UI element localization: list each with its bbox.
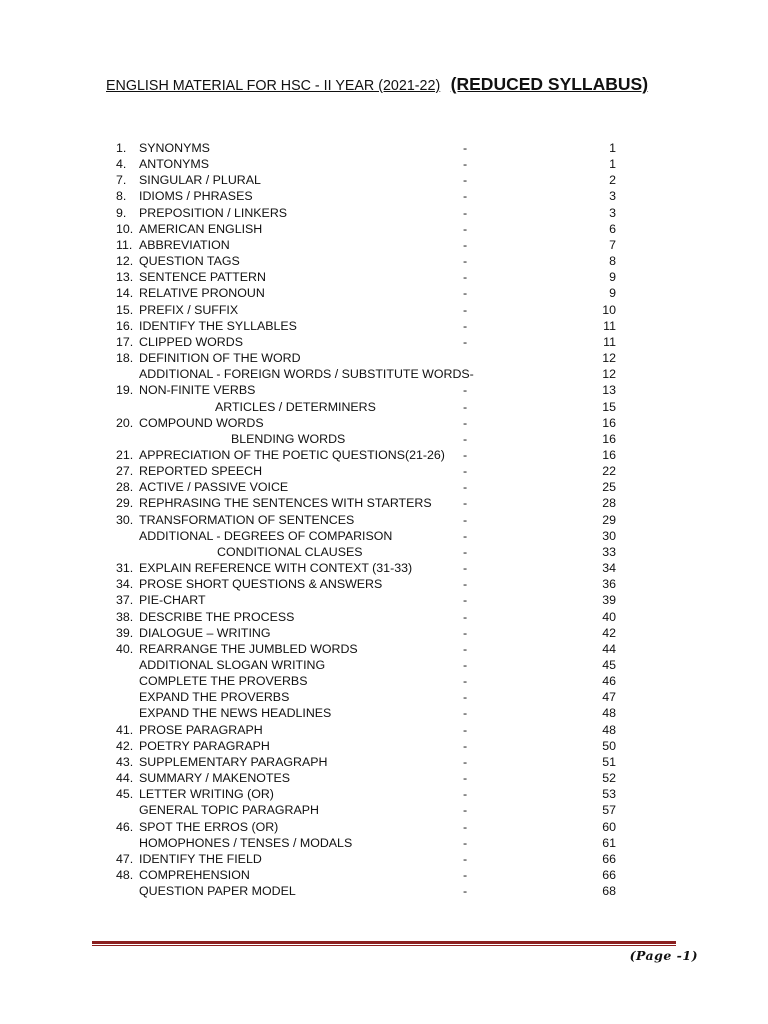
toc-item-title: QUESTION TAGS — [139, 254, 240, 269]
toc-row — [0, 237, 768, 253]
toc-item-page: 13 — [602, 383, 616, 398]
toc-row — [0, 172, 768, 188]
toc-item-dash: - — [463, 819, 468, 834]
toc-item-page: 33 — [602, 544, 616, 559]
toc-item-number: 8. — [116, 189, 127, 204]
toc-item-title: DEFINITION OF THE WORD — [139, 351, 301, 366]
toc-item-dash: - — [463, 334, 468, 349]
toc-item-title: REPORTED SPEECH — [139, 464, 263, 479]
toc-item-page: 16 — [602, 431, 616, 446]
toc-row — [0, 576, 768, 592]
toc-item-title: EXPLAIN REFERENCE WITH CONTEXT (31-33) — [139, 561, 413, 576]
toc-row — [0, 657, 768, 673]
toc-item-dash: - — [463, 738, 468, 753]
toc-item-number: 1. — [116, 141, 127, 155]
toc-item-number: 41. — [116, 722, 134, 737]
toc-item-dash: - — [463, 318, 468, 333]
toc-item-number: 34. — [116, 577, 134, 592]
toc-item-title: DESCRIBE THE PROCESS — [139, 609, 295, 624]
toc-item-number: 46. — [116, 819, 134, 834]
toc-item-page: 7 — [609, 237, 616, 252]
toc-item-dash: - — [463, 286, 468, 301]
toc-item-title: QUESTION PAPER MODEL — [139, 884, 296, 899]
toc-item-dash: - — [463, 609, 468, 624]
toc-item-title: PREPOSITION / LINKERS — [139, 205, 288, 220]
toc-item-number: 18. — [116, 351, 134, 366]
toc-row — [0, 366, 768, 382]
toc-item-dash: - — [463, 851, 468, 866]
toc-item-page: 12 — [602, 351, 616, 366]
toc-item-number: 13. — [116, 270, 134, 285]
toc-item-dash: - — [463, 399, 468, 414]
toc-item-number: 38. — [116, 609, 134, 624]
toc-item-dash: - — [463, 706, 468, 721]
footer-rule — [92, 941, 676, 944]
toc-item-dash: - — [463, 561, 468, 576]
toc-item-page: 36 — [602, 577, 616, 592]
toc-item-title: DIALOGUE – WRITING — [139, 625, 271, 640]
toc-item-dash: - — [463, 157, 468, 172]
toc-row — [0, 415, 768, 431]
toc-item-page: 3 — [609, 189, 616, 204]
toc-item-number: 40. — [116, 641, 134, 656]
toc-item-number: 14. — [116, 286, 134, 301]
toc-item-title: SENTENCE PATTERN — [139, 270, 266, 285]
toc-row — [0, 479, 768, 495]
toc-item-number: 16. — [116, 318, 134, 333]
toc-item-dash: - — [463, 237, 468, 252]
toc-item-dash: - — [463, 771, 468, 786]
toc-item-page: 11 — [603, 318, 616, 333]
toc-row — [0, 528, 768, 544]
toc-item-title: TRANSFORMATION OF SENTENCES — [139, 512, 355, 527]
toc-row — [0, 770, 768, 786]
toc-item-title: ADDITIONAL - DEGREES OF COMPARISON — [139, 528, 393, 543]
toc-item-page: 12 — [602, 367, 616, 382]
toc-item-number: 27. — [116, 464, 134, 479]
toc-item-title: SYNONYMS — [139, 141, 210, 155]
toc-row — [0, 188, 768, 204]
toc-item-page: 3 — [609, 205, 616, 220]
toc-item-title: ACTIVE / PASSIVE VOICE — [139, 480, 289, 495]
toc-item-title: IDIOMS / PHRASES — [139, 189, 253, 204]
toc-item-title: REARRANGE THE JUMBLED WORDS — [139, 641, 358, 656]
toc-item-dash: - — [463, 690, 468, 705]
toc-item-title: IDENTIFY THE FIELD — [139, 851, 262, 866]
toc-item-title: COMPOUND WORDS — [139, 415, 264, 430]
toc-row — [0, 463, 768, 479]
toc-item-page: 8 — [609, 254, 616, 269]
toc-item-page: 15 — [602, 399, 616, 414]
toc-item-page: 29 — [602, 512, 616, 527]
toc-item-number: 47. — [116, 851, 134, 866]
toc-item-page: 42 — [602, 625, 616, 640]
toc-item-title: COMPREHENSION — [139, 868, 250, 883]
toc-item-page: 39 — [602, 593, 616, 608]
toc-row — [0, 382, 768, 398]
toc-item-page: 11 — [603, 334, 616, 349]
toc-item-dash: - — [463, 221, 468, 236]
toc-item-title: RELATIVE PRONOUN — [139, 286, 265, 301]
toc-item-title: ARTICLES / DETERMINERS — [215, 399, 376, 414]
toc-item-title: PIE-CHART — [139, 593, 206, 608]
toc-item-title: SPOT THE ERROS (OR) — [139, 819, 279, 834]
toc-row — [0, 883, 768, 899]
toc-item-title: PROSE PARAGRAPH — [139, 722, 263, 737]
toc-item-title: ADDITIONAL - FOREIGN WORDS / SUBSTITUTE WORDS- — [139, 367, 474, 382]
toc-item-title: REPHRASING THE SENTENCES WITH STARTERS — [139, 496, 432, 511]
toc-item-title: LETTER WRITING (OR) — [139, 787, 274, 802]
toc-row — [0, 302, 768, 318]
toc-item-page: 16 — [602, 415, 616, 430]
toc-item-title: NON-FINITE VERBS — [139, 383, 256, 398]
toc-row — [0, 350, 768, 366]
toc-item-dash: - — [463, 674, 468, 689]
toc-item-dash: - — [463, 544, 468, 559]
toc-item-dash: - — [463, 496, 468, 511]
toc-item-number: 48. — [116, 868, 134, 883]
toc-item-dash: - — [463, 835, 468, 850]
toc-item-dash: - — [463, 722, 468, 737]
toc-row — [0, 269, 768, 285]
toc-row — [0, 722, 768, 738]
toc-item-page: 47 — [602, 690, 616, 705]
toc-row — [0, 786, 768, 802]
toc-row — [0, 673, 768, 689]
footer-rule-thin — [92, 945, 676, 946]
toc-item-page: 1 — [609, 157, 616, 172]
toc-item-title: ANTONYMS — [139, 157, 209, 172]
toc-item-page: 57 — [602, 803, 616, 818]
toc-row — [0, 334, 768, 350]
toc-row — [0, 738, 768, 754]
toc-item-dash: - — [463, 884, 468, 899]
toc-row — [0, 140, 768, 156]
toc-item-dash: - — [463, 787, 468, 802]
toc-item-number: 29. — [116, 496, 134, 511]
toc-item-number: 20. — [116, 415, 134, 430]
toc-row — [0, 609, 768, 625]
toc-row — [0, 705, 768, 721]
toc-item-number: 12. — [116, 254, 134, 269]
toc-row — [0, 641, 768, 657]
toc-row — [0, 867, 768, 883]
toc-item-page: 66 — [602, 868, 616, 883]
toc-item-page: 61 — [602, 835, 616, 850]
toc-item-page: 30 — [602, 528, 616, 543]
toc-item-dash: - — [463, 447, 468, 462]
toc-item-page: 9 — [609, 270, 616, 285]
toc-row — [0, 625, 768, 641]
toc-item-page: 46 — [602, 674, 616, 689]
toc-item-title: EXPAND THE PROVERBS — [139, 690, 290, 705]
toc-row — [0, 560, 768, 576]
toc-item-page: 68 — [602, 884, 616, 899]
toc-item-page: 51 — [602, 754, 616, 769]
toc-item-number: 11. — [116, 237, 133, 252]
toc-item-title: COMPLETE THE PROVERBS — [139, 674, 308, 689]
toc-row — [0, 754, 768, 770]
toc-item-dash: - — [463, 270, 468, 285]
toc-item-dash: - — [463, 593, 468, 608]
toc-item-title: PROSE SHORT QUESTIONS & ANSWERS — [139, 577, 383, 592]
toc-item-dash: - — [463, 803, 468, 818]
toc-row — [0, 835, 768, 851]
toc-item-number: 10. — [116, 221, 134, 236]
toc-item-title: ABBREVIATION — [139, 237, 230, 252]
toc-item-number: 45. — [116, 787, 134, 802]
toc-item-title: IDENTIFY THE SYLLABLES — [139, 318, 297, 333]
toc-row — [0, 399, 768, 415]
page-heading — [106, 74, 648, 95]
toc-item-dash: - — [463, 754, 468, 769]
page-number-label: (Page -1) — [629, 948, 698, 963]
toc-row — [0, 205, 768, 221]
toc-item-page: 10 — [602, 302, 616, 317]
toc-item-page: 44 — [602, 641, 616, 656]
toc-item-dash: - — [463, 383, 468, 398]
toc-item-page: 45 — [602, 658, 616, 672]
toc-item-dash: - — [463, 577, 468, 592]
toc-row — [0, 318, 768, 334]
toc-item-page: 48 — [602, 706, 616, 721]
toc-item-number: 44. — [116, 771, 134, 786]
toc-item-dash: - — [463, 415, 468, 430]
toc-item-page: 60 — [602, 819, 616, 834]
toc-item-dash: - — [463, 189, 468, 204]
toc-item-page: 66 — [602, 851, 616, 866]
toc-item-dash: - — [463, 480, 468, 495]
toc-item-dash: - — [463, 658, 468, 672]
toc-item-dash: - — [463, 141, 468, 155]
toc-item-number: 39. — [116, 625, 134, 640]
toc-item-page: 53 — [602, 787, 616, 802]
toc-item-page: 28 — [602, 496, 616, 511]
toc-item-dash: - — [463, 302, 468, 317]
toc-item-dash: - — [463, 431, 468, 446]
toc-row — [0, 592, 768, 608]
toc-item-number: 21. — [116, 447, 134, 462]
toc-item-number: 37. — [116, 593, 134, 608]
toc-item-number: 28. — [116, 480, 134, 495]
toc-item-page: 1 — [609, 141, 616, 155]
toc-item-page: 22 — [602, 464, 616, 479]
toc-item-title: ADDITIONAL SLOGAN WRITING — [139, 658, 326, 672]
toc-row — [0, 431, 768, 447]
toc-row — [0, 285, 768, 301]
toc-item-page: 50 — [602, 738, 616, 753]
toc-item-number: 42. — [116, 738, 134, 753]
toc-item-number: 4. — [116, 157, 127, 172]
toc-item-dash: - — [463, 205, 468, 220]
toc-item-number: 43. — [116, 754, 134, 769]
toc-row — [0, 156, 768, 172]
toc-item-title: CONDITIONAL CLAUSES — [217, 544, 363, 559]
toc-item-page: 25 — [602, 480, 616, 495]
toc-item-number: 17. — [116, 334, 134, 349]
toc-row — [0, 512, 768, 528]
toc-item-title: CLIPPED WORDS — [139, 334, 243, 349]
toc-item-number: 30. — [116, 512, 134, 527]
toc-row — [0, 495, 768, 511]
toc-item-number: 9. — [116, 205, 127, 220]
toc-item-number: 31. — [116, 561, 134, 576]
toc-item-page: 52 — [602, 771, 616, 786]
toc-item-number: 7. — [116, 173, 127, 188]
toc-item-title: APPRECIATION OF THE POETIC QUESTIONS(21-26) — [139, 447, 445, 462]
toc-item-dash: - — [463, 512, 468, 527]
toc-item-dash: - — [463, 173, 468, 188]
toc-item-title: SINGULAR / PLURAL — [139, 173, 261, 188]
toc-item-page: 16 — [602, 447, 616, 462]
toc-item-title: EXPAND THE NEWS HEADLINES — [139, 706, 332, 721]
table-of-contents — [0, 140, 768, 899]
toc-row — [0, 689, 768, 705]
toc-row — [0, 253, 768, 269]
toc-row — [0, 851, 768, 867]
toc-item-page: 2 — [609, 173, 616, 188]
toc-row — [0, 802, 768, 818]
toc-item-dash: - — [463, 464, 468, 479]
toc-item-title: SUPPLEMENTARY PARAGRAPH — [139, 754, 328, 769]
toc-item-dash: - — [463, 641, 468, 656]
page-title: ENGLISH MATERIAL FOR HSC - II YEAR (2021-22) — [106, 78, 441, 94]
toc-item-number: 15. — [116, 302, 134, 317]
toc-item-page: 40 — [602, 609, 616, 624]
toc-item-title: GENERAL TOPIC PARAGRAPH — [139, 803, 319, 818]
toc-item-title: AMERICAN ENGLISH — [139, 221, 263, 236]
toc-row — [0, 819, 768, 835]
toc-item-dash: - — [463, 625, 468, 640]
page-subtitle: (REDUCED SYLLABUS) — [450, 74, 649, 94]
toc-item-title: HOMOPHONES / TENSES / MODALS — [139, 835, 353, 850]
toc-item-title: SUMMARY / MAKENOTES — [139, 771, 291, 786]
toc-item-title: PREFIX / SUFFIX — [139, 302, 239, 317]
toc-item-page: 34 — [602, 561, 616, 576]
toc-item-dash: - — [463, 528, 468, 543]
toc-item-dash: - — [463, 254, 468, 269]
toc-item-page: 48 — [602, 722, 616, 737]
toc-row — [0, 221, 768, 237]
toc-item-title: BLENDING WORDS — [231, 431, 346, 446]
toc-item-page: 6 — [609, 221, 616, 236]
toc-item-number: 19. — [116, 383, 134, 398]
toc-item-dash: - — [463, 868, 468, 883]
toc-row — [0, 544, 768, 560]
toc-item-title: POETRY PARAGRAPH — [139, 738, 270, 753]
toc-row — [0, 447, 768, 463]
toc-item-page: 9 — [609, 286, 616, 301]
